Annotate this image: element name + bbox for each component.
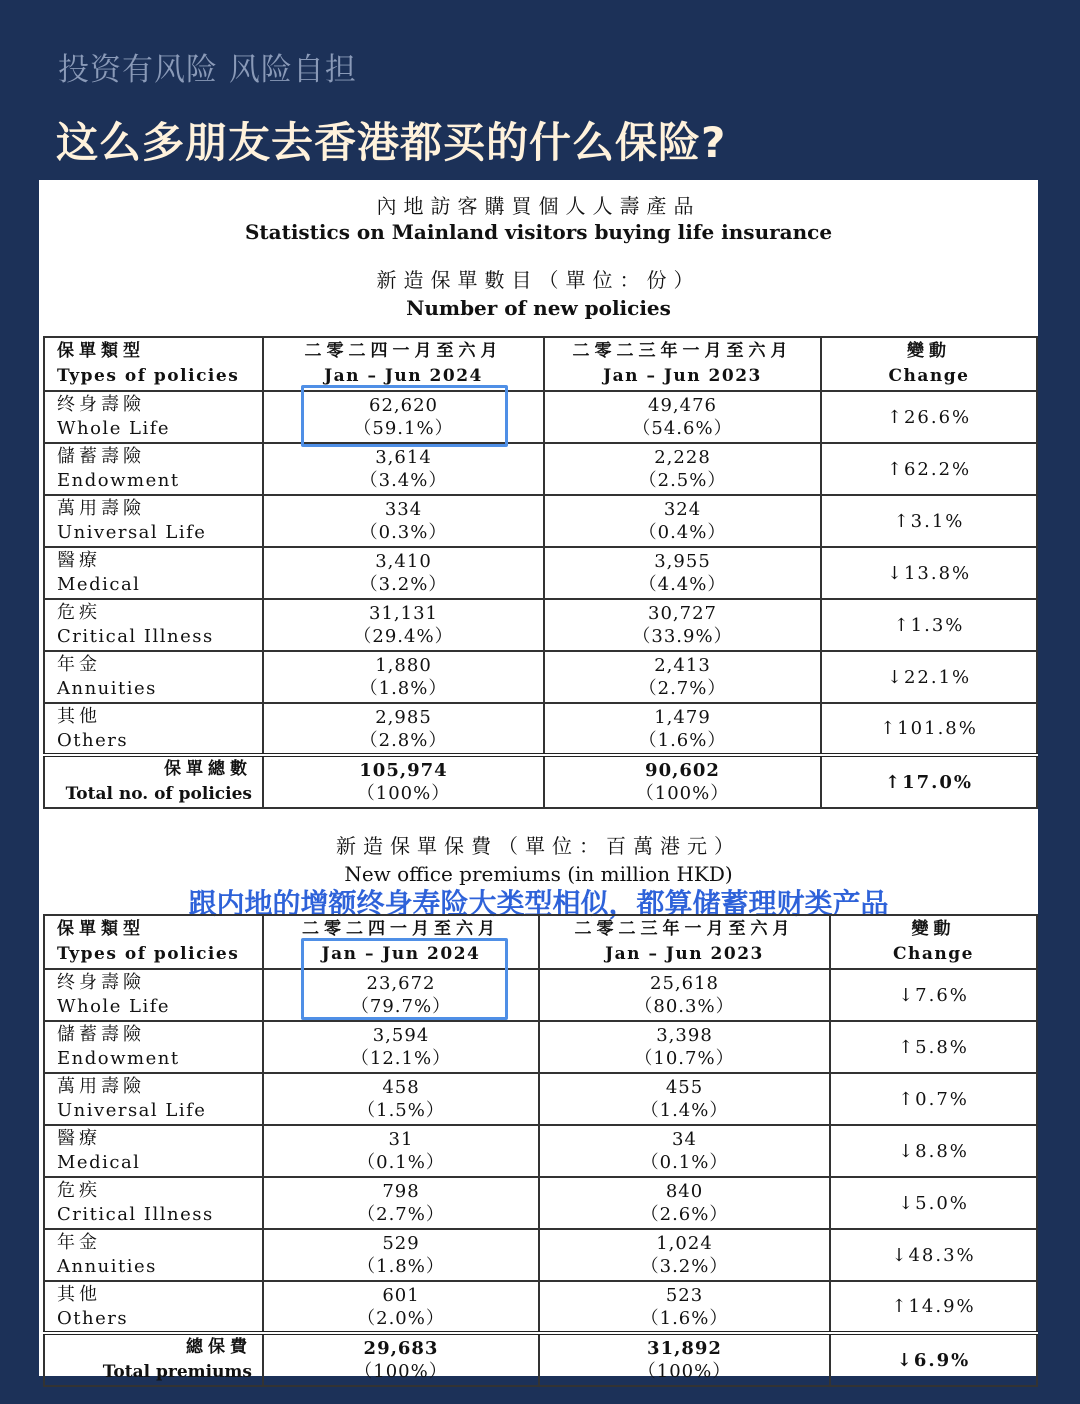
value-2024: 3,410	[375, 551, 432, 572]
premiums-header-chg-cn: 變動	[911, 919, 956, 939]
value-2024: 2,985	[375, 706, 432, 728]
share-2023: （2.5%）	[638, 470, 727, 491]
policy-type-en: Critical Illness	[57, 626, 214, 647]
change-cell: ↑62.2%	[821, 443, 1037, 495]
value-2023: 1,024	[656, 1233, 713, 1254]
share-2024: （1.5%）	[357, 1100, 445, 1121]
value-2024-cell	[263, 1177, 539, 1229]
policies-header-p2-cn: 二零二三年一月至六月	[572, 341, 793, 361]
share-2024: （2.7%）	[357, 1204, 445, 1225]
change-cell: ↓7.6%	[830, 969, 1037, 1021]
table-row	[44, 651, 1037, 703]
share-2024: （1.8%）	[359, 678, 448, 699]
value-2024: 3,594	[372, 1025, 430, 1046]
value-2023: 30,727	[648, 603, 717, 624]
policies-header-type	[44, 337, 263, 391]
doc-title-en: Statistics on Mainland visitors buying life insurance	[244, 220, 833, 244]
policy-type-cell	[44, 969, 263, 1021]
total-share-2024: （100%）	[354, 1361, 448, 1382]
policy-type-cell	[44, 495, 263, 547]
total-label-cn: 總保費	[186, 1337, 252, 1357]
change-cell: ↓48.3%	[830, 1229, 1037, 1281]
value-2023: 1,479	[654, 706, 711, 728]
premiums-header-chg	[830, 915, 1037, 969]
share-2024: （79.7%）	[350, 996, 452, 1017]
policy-type-en: Others	[57, 729, 129, 751]
total-2024: 29,683	[363, 1338, 439, 1359]
value-2024: 458	[382, 1077, 420, 1098]
value-2023-cell	[544, 443, 821, 495]
policy-type-cell	[44, 1281, 263, 1333]
share-2024: （3.2%）	[359, 574, 448, 595]
policy-type-cn: 醫療	[57, 550, 101, 571]
share-2023: （54.6%）	[632, 418, 733, 439]
share-2023: （0.4%）	[638, 522, 727, 543]
table-row	[44, 703, 1037, 755]
table-row	[44, 969, 1037, 1021]
policies-header-row	[44, 337, 1037, 391]
table-row	[44, 391, 1037, 443]
premiums-total-row	[44, 1333, 1037, 1386]
value-2023-cell	[539, 1177, 830, 1229]
value-2024: 23,672	[366, 973, 436, 994]
premiums-header-row	[44, 915, 1037, 969]
total-label-en: Total no. of policies	[65, 784, 252, 804]
value-2024-cell	[263, 443, 544, 495]
share-2023: （80.3%）	[634, 996, 735, 1017]
table-row	[44, 443, 1037, 495]
premiums-header-p2-en: Jan – Jun 2023	[605, 944, 764, 964]
policies-header-p1-en: Jan – Jun 2024	[324, 366, 483, 386]
policy-type-cn: 危疾	[57, 602, 101, 623]
policy-type-en: Universal Life	[57, 1100, 207, 1121]
highlight-box-premiums	[301, 938, 508, 1020]
policy-type-cn: 年金	[57, 654, 101, 675]
total-2023-cell	[539, 1333, 830, 1386]
policy-type-cell	[44, 651, 263, 703]
policy-type-cn: 其他	[57, 1283, 101, 1305]
share-2024: （12.1%）	[350, 1048, 452, 1069]
total-label-cell	[44, 1333, 263, 1386]
value-2024-cell	[263, 1125, 539, 1177]
value-2023-cell	[539, 1021, 830, 1073]
change-cell: ↑26.6%	[821, 391, 1037, 443]
statistics-document	[39, 180, 1038, 1382]
share-2024: （2.8%）	[359, 729, 448, 751]
policy-type-cn: 危疾	[57, 1180, 101, 1201]
page-title: 这么多朋友去香港都买的什么保险?	[56, 118, 727, 167]
share-2024: （29.4%）	[353, 626, 454, 647]
value-2024-cell	[263, 495, 544, 547]
policy-type-cell	[44, 599, 263, 651]
value-2023-cell	[544, 703, 821, 755]
share-2023: （2.6%）	[640, 1204, 729, 1225]
value-2023-cell	[539, 1125, 830, 1177]
policy-type-cn: 终身壽險	[57, 972, 145, 993]
value-2023: 2,413	[654, 655, 711, 676]
value-2024: 62,620	[369, 395, 438, 416]
change-cell: ↓13.8%	[821, 547, 1037, 599]
policies-caption-cn: 新造保單數目（單位：份）	[376, 268, 701, 292]
policies-total-row	[44, 755, 1037, 808]
change-cell: ↑14.9%	[830, 1281, 1037, 1333]
policies-header-p1-cn: 二零二四一月至六月	[304, 341, 503, 361]
policy-type-en: Endowment	[57, 470, 180, 491]
value-2024-cell	[263, 1021, 539, 1073]
policy-type-en: Medical	[57, 574, 141, 595]
doc-title-cn: 內地訪客購買個人人壽產品	[376, 194, 701, 218]
table-row	[44, 599, 1037, 651]
policy-type-en: Critical Illness	[57, 1204, 214, 1225]
value-2023: 324	[663, 499, 702, 520]
policy-type-cn: 醫療	[57, 1128, 101, 1149]
premiums-header-type-cn: 保單類型	[57, 919, 145, 939]
table-row	[44, 1281, 1037, 1333]
value-2023-cell	[544, 651, 821, 703]
total-2023: 31,892	[647, 1338, 722, 1359]
value-2023: 49,476	[648, 395, 717, 416]
premiums-header-p2	[539, 915, 830, 969]
policy-type-en: Annuities	[57, 1256, 157, 1277]
share-2024: （0.3%）	[359, 522, 448, 543]
share-2024: （1.8%）	[357, 1256, 445, 1277]
change-cell: ↑5.8%	[830, 1021, 1037, 1073]
premiums-caption-en: New office premiums (in million HKD)	[344, 862, 733, 886]
policy-type-en: Annuities	[57, 678, 157, 699]
premiums-table	[43, 914, 1038, 1387]
policy-type-cell	[44, 1177, 263, 1229]
value-2024-cell	[263, 547, 544, 599]
policies-table-body	[44, 337, 1037, 808]
change-cell: ↑0.7%	[830, 1073, 1037, 1125]
policies-header-type-en: Types of policies	[57, 366, 240, 386]
value-2023-cell	[544, 599, 821, 651]
policy-type-cell	[44, 391, 263, 443]
policy-type-en: Universal Life	[57, 522, 207, 543]
value-2024-cell	[263, 703, 544, 755]
change-cell: ↓5.0%	[830, 1177, 1037, 1229]
value-2023: 25,618	[650, 973, 719, 994]
policies-header-chg-cn: 變動	[907, 341, 951, 361]
total-label-en: Total premiums	[102, 1362, 252, 1382]
share-2023: （0.1%）	[640, 1152, 729, 1173]
policy-type-en: Whole Life	[57, 996, 171, 1017]
value-2024: 601	[382, 1284, 420, 1306]
share-2023: （3.2%）	[640, 1256, 729, 1277]
policies-header-chg	[821, 337, 1037, 391]
policy-type-cn: 儲蓄壽險	[57, 1024, 145, 1045]
policy-type-cell	[44, 1125, 263, 1177]
value-2023: 34	[672, 1129, 697, 1150]
value-2023: 2,228	[654, 447, 711, 468]
value-2023-cell	[539, 1073, 830, 1125]
policy-type-en: Others	[57, 1307, 129, 1329]
value-2024: 3,614	[375, 447, 432, 468]
share-2024: （0.1%）	[357, 1152, 445, 1173]
value-2023-cell	[544, 391, 821, 443]
value-2023-cell	[539, 1281, 830, 1333]
change-cell: ↓8.8%	[830, 1125, 1037, 1177]
total-label-cell	[44, 755, 263, 808]
policy-type-cn: 儲蓄壽險	[57, 446, 145, 467]
table-row	[44, 1229, 1037, 1281]
policies-header-p2	[544, 337, 821, 391]
table-row	[44, 1073, 1037, 1125]
table-row	[44, 1021, 1037, 1073]
value-2023: 523	[665, 1284, 704, 1306]
total-change-cell: ↑17.0%	[821, 755, 1037, 808]
value-2024-cell	[263, 599, 544, 651]
value-2024: 334	[384, 499, 423, 520]
policy-type-en: Endowment	[57, 1048, 180, 1069]
share-2023: （1.6%）	[640, 1307, 729, 1329]
highlight-box-policies	[301, 385, 508, 447]
value-2024-cell	[263, 1281, 539, 1333]
total-share-2023: （100%）	[635, 783, 730, 804]
policy-type-cn: 萬用壽險	[57, 1076, 145, 1097]
policy-type-en: Whole Life	[57, 418, 171, 439]
table-row	[44, 1125, 1037, 1177]
premiums-header-p1-cn: 二零二四一月至六月	[302, 919, 500, 939]
change-cell: ↑3.1%	[821, 495, 1037, 547]
value-2024: 1,880	[375, 655, 432, 676]
value-2024-cell	[263, 651, 544, 703]
policy-type-cell	[44, 1073, 263, 1125]
value-2024: 798	[382, 1181, 420, 1202]
share-2023: （10.7%）	[634, 1048, 735, 1069]
change-cell: ↑1.3%	[821, 599, 1037, 651]
policy-type-cn: 萬用壽險	[57, 498, 145, 519]
share-2023: （2.7%）	[638, 678, 727, 699]
value-2023-cell	[544, 547, 821, 599]
table-row	[44, 547, 1037, 599]
total-share-2024: （100%）	[356, 783, 451, 804]
value-2023-cell	[539, 1229, 830, 1281]
policies-header-p1	[263, 337, 544, 391]
value-2023: 840	[665, 1181, 704, 1202]
premiums-table-body	[44, 915, 1037, 1386]
value-2024: 31,131	[369, 603, 438, 624]
value-2024-cell	[263, 1073, 539, 1125]
total-label-cn: 保單總數	[164, 759, 252, 779]
total-change-cell: ↓6.9%	[830, 1333, 1037, 1386]
share-2024: （59.1%）	[353, 418, 454, 439]
premiums-header-chg-en: Change	[893, 944, 974, 964]
change-cell: ↓22.1%	[821, 651, 1037, 703]
value-2023: 455	[665, 1077, 704, 1098]
share-2024: （2.0%）	[357, 1307, 445, 1329]
policies-header-p2-en: Jan – Jun 2023	[603, 366, 762, 386]
policies-header-chg-en: Change	[888, 366, 970, 386]
share-2023: （4.4%）	[638, 574, 727, 595]
total-2024: 105,974	[359, 760, 448, 781]
policies-table	[43, 336, 1038, 809]
policy-type-cell	[44, 703, 263, 755]
change-cell: ↑101.8%	[821, 703, 1037, 755]
total-share-2023: （100%）	[637, 1361, 732, 1382]
total-2024-cell	[263, 1333, 539, 1386]
value-2023: 3,398	[656, 1025, 713, 1046]
premiums-header-type	[44, 915, 263, 969]
premiums-header-type-en: Types of policies	[57, 944, 240, 964]
annotation-text: 跟内地的增额终身寿险大类型相似，都算储蓄理财类产品	[188, 887, 889, 920]
total-2023-cell	[544, 755, 821, 808]
share-2023: （1.6%）	[638, 729, 727, 751]
policy-type-cell	[44, 443, 263, 495]
value-2023-cell	[544, 495, 821, 547]
value-2024-cell	[263, 1229, 539, 1281]
value-2024: 31	[388, 1129, 414, 1150]
policy-type-en: Medical	[57, 1152, 141, 1173]
policy-type-cn: 年金	[57, 1232, 101, 1253]
policies-caption-en: Number of new policies	[406, 296, 671, 320]
policy-type-cn: 终身壽險	[57, 394, 145, 415]
total-2024-cell	[263, 755, 544, 808]
policy-type-cell	[44, 547, 263, 599]
value-2024: 529	[382, 1233, 420, 1254]
total-2023: 90,602	[645, 760, 720, 781]
policy-type-cell	[44, 1021, 263, 1073]
share-2023: （33.9%）	[632, 626, 733, 647]
premiums-header-p1-en: Jan – Jun 2024	[321, 944, 481, 964]
value-2023-cell	[539, 969, 830, 1021]
premiums-caption-cn: 新造保單保費（單位：百萬港元）	[336, 834, 741, 858]
share-2024: （3.4%）	[359, 470, 448, 491]
value-2023: 3,955	[654, 551, 711, 572]
policies-header-type-cn: 保單類型	[57, 341, 145, 361]
share-2023: （1.4%）	[640, 1100, 729, 1121]
premiums-header-p2-cn: 二零二三年一月至六月	[574, 919, 795, 939]
table-row	[44, 495, 1037, 547]
table-row	[44, 1177, 1037, 1229]
policy-type-cn: 其他	[57, 705, 101, 727]
risk-disclaimer: 投资有风险 风险自担	[58, 52, 357, 88]
policy-type-cell	[44, 1229, 263, 1281]
